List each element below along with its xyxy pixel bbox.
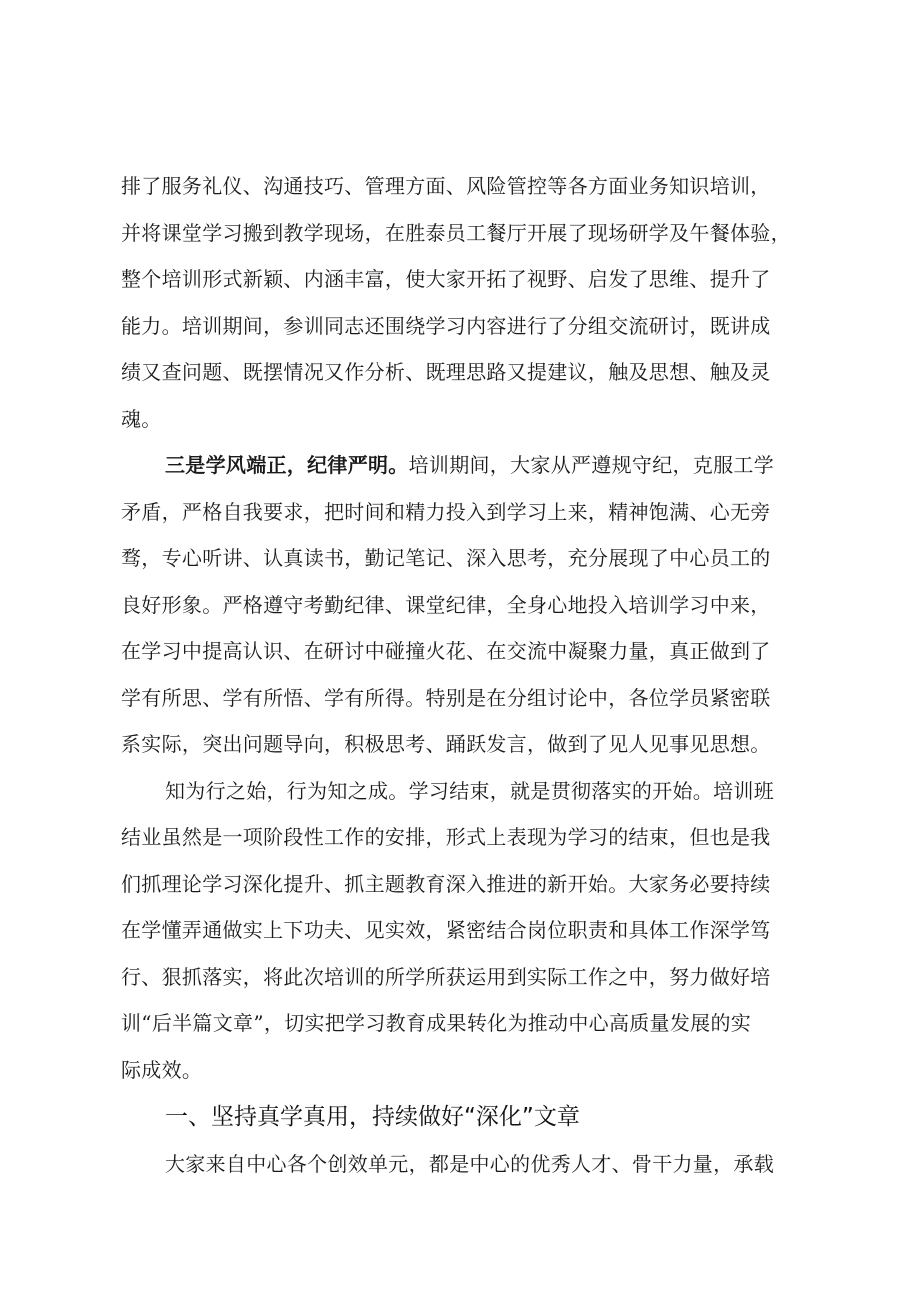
paragraph-line: 们抓理论学习深化提升、抓主题教育深入推进的新开始。大家务必要持续 — [121, 872, 771, 896]
paragraph-line: 学有所思、学有所悟、学有所得。特别是在分组讨论中，各位学员紧密联 — [121, 686, 771, 710]
paragraph-line: 矛盾，严格自我要求，把时间和精力投入到学习上来，精神饱满、心无旁 — [121, 500, 771, 524]
paragraph-line: 整个培训形式新颖、内涵丰富，使大家开拓了视野、启发了思维、提升了 — [121, 267, 771, 291]
paragraph-line: 训“后半篇文章”，切实把学习教育成果转化为推动中心高质量发展的实 — [121, 1011, 752, 1035]
paragraph-line: 结业虽然是一项阶段性工作的安排，形式上表现为学习的结束，但也是我 — [121, 825, 771, 849]
paragraph-line: 骛，专心听讲、认真读书，勤记笔记、深入思考，充分展现了中心员工的 — [121, 546, 771, 570]
paragraph-first-line: 知为行之始，行为知之成。学习结束，就是贯彻落实的开始。培训班 — [165, 779, 774, 803]
paragraph-line: 能力。培训期间，参训同志还围绕学习内容进行了分组交流研讨，既讲成 — [121, 314, 771, 338]
paragraph-line: 并将课堂学习搬到教学现场，在胜泰员工餐厅开展了现场研学及午餐体验， — [121, 221, 791, 245]
paragraph-first-line: 大家来自中心各个创效单元，都是中心的优秀人才、骨干力量，承载 — [165, 1152, 774, 1176]
paragraph-line: 系实际，突出问题导向，积极思考、踊跃发言，做到了见人见事见思想。 — [121, 732, 771, 756]
paragraph-line: 良好形象。严格遵守考勤纪律、课堂纪律，全身心地投入培训学习中来， — [121, 593, 771, 617]
paragraph-line: 际成效。 — [121, 1058, 203, 1082]
paragraph-lead-bold: 三是学风端正，纪律严明。 — [165, 453, 409, 477]
paragraph-line: 在学习中提高认识、在研讨中碰撞火花、在交流中凝聚力量，真正做到了 — [121, 639, 771, 663]
paragraph-line: 在学懂弄通做实上下功夫、见实效，紧密结合岗位职责和具体工作深学笃 — [121, 918, 771, 942]
paragraph-line: 魂。 — [121, 407, 162, 431]
paragraph-line: 排了服务礼仪、沟通技巧、管理方面、风险管控等各方面业务知识培训， — [121, 174, 771, 198]
paragraph-line: 行、狠抓落实，将此次培训的所学所获运用到实际工作之中，努力做好培 — [121, 965, 771, 989]
section-heading: 一、坚持真学真用，持续做好“深化”文章 — [165, 1104, 580, 1130]
paragraph-lead-rest: 培训期间，大家从严遵规守纪，克服工学 — [408, 453, 775, 477]
paragraph-first-line — [165, 451, 774, 479]
paragraph-line: 绩又查问题、既摆情况又作分析、既理思路又提建议，触及思想、触及灵 — [121, 360, 771, 384]
